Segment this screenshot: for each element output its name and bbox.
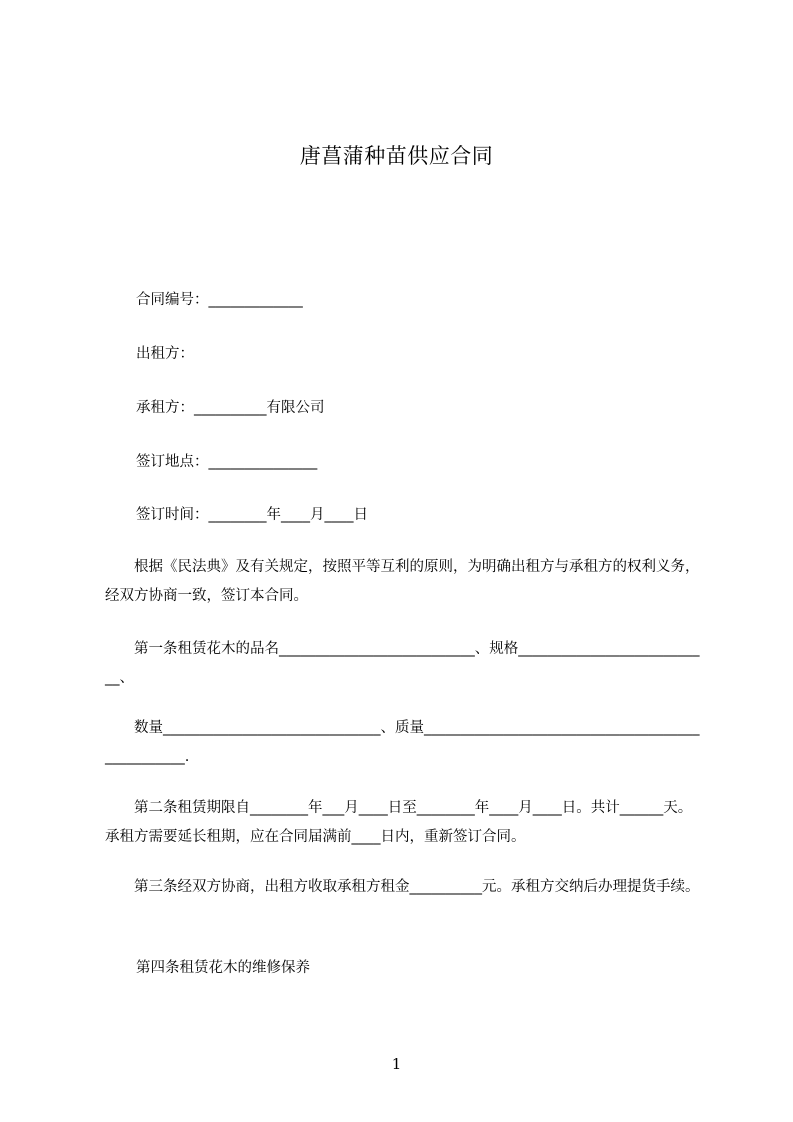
contract-number-field: 合同编号：_____________ xyxy=(136,292,303,308)
lessor-field: 出租方： xyxy=(136,346,194,362)
article-2-term: 第二条租赁期限自________年___月____日至________年____月____日。共计______天。承租方需要延长租期，应在合同届满前____日内，重新签订合同。 xyxy=(105,800,693,845)
lessee-field: 承租方：__________有限公司 xyxy=(136,400,325,416)
sign-time-field: 签订时间：________年____月____日 xyxy=(136,507,368,523)
intro-paragraph: 根据《民法典》及有关规定，按照平等互利的原则，为明确出租方与承租方的权利义务，经双方协商一致，签订本合同。 xyxy=(105,559,700,604)
article-1-quantity: 数量______________________________、质量_________________________________________________. xyxy=(105,720,700,765)
document-title: 唐菖蒲种苗供应合同 xyxy=(299,144,494,168)
article-3-rent: 第三条经双方协商，出租方收取承租方租金__________元。承租方交纳后办理提货手续。 xyxy=(105,879,700,895)
page-number: 1 xyxy=(391,1055,402,1073)
article-4-heading: 第四条租赁花木的维修保养 xyxy=(136,960,310,976)
article-1-items: 第一条租赁花木的品名___________________________、规格___________________________、 xyxy=(105,641,700,686)
sign-place-field: 签订地点：_______________ xyxy=(136,454,318,470)
